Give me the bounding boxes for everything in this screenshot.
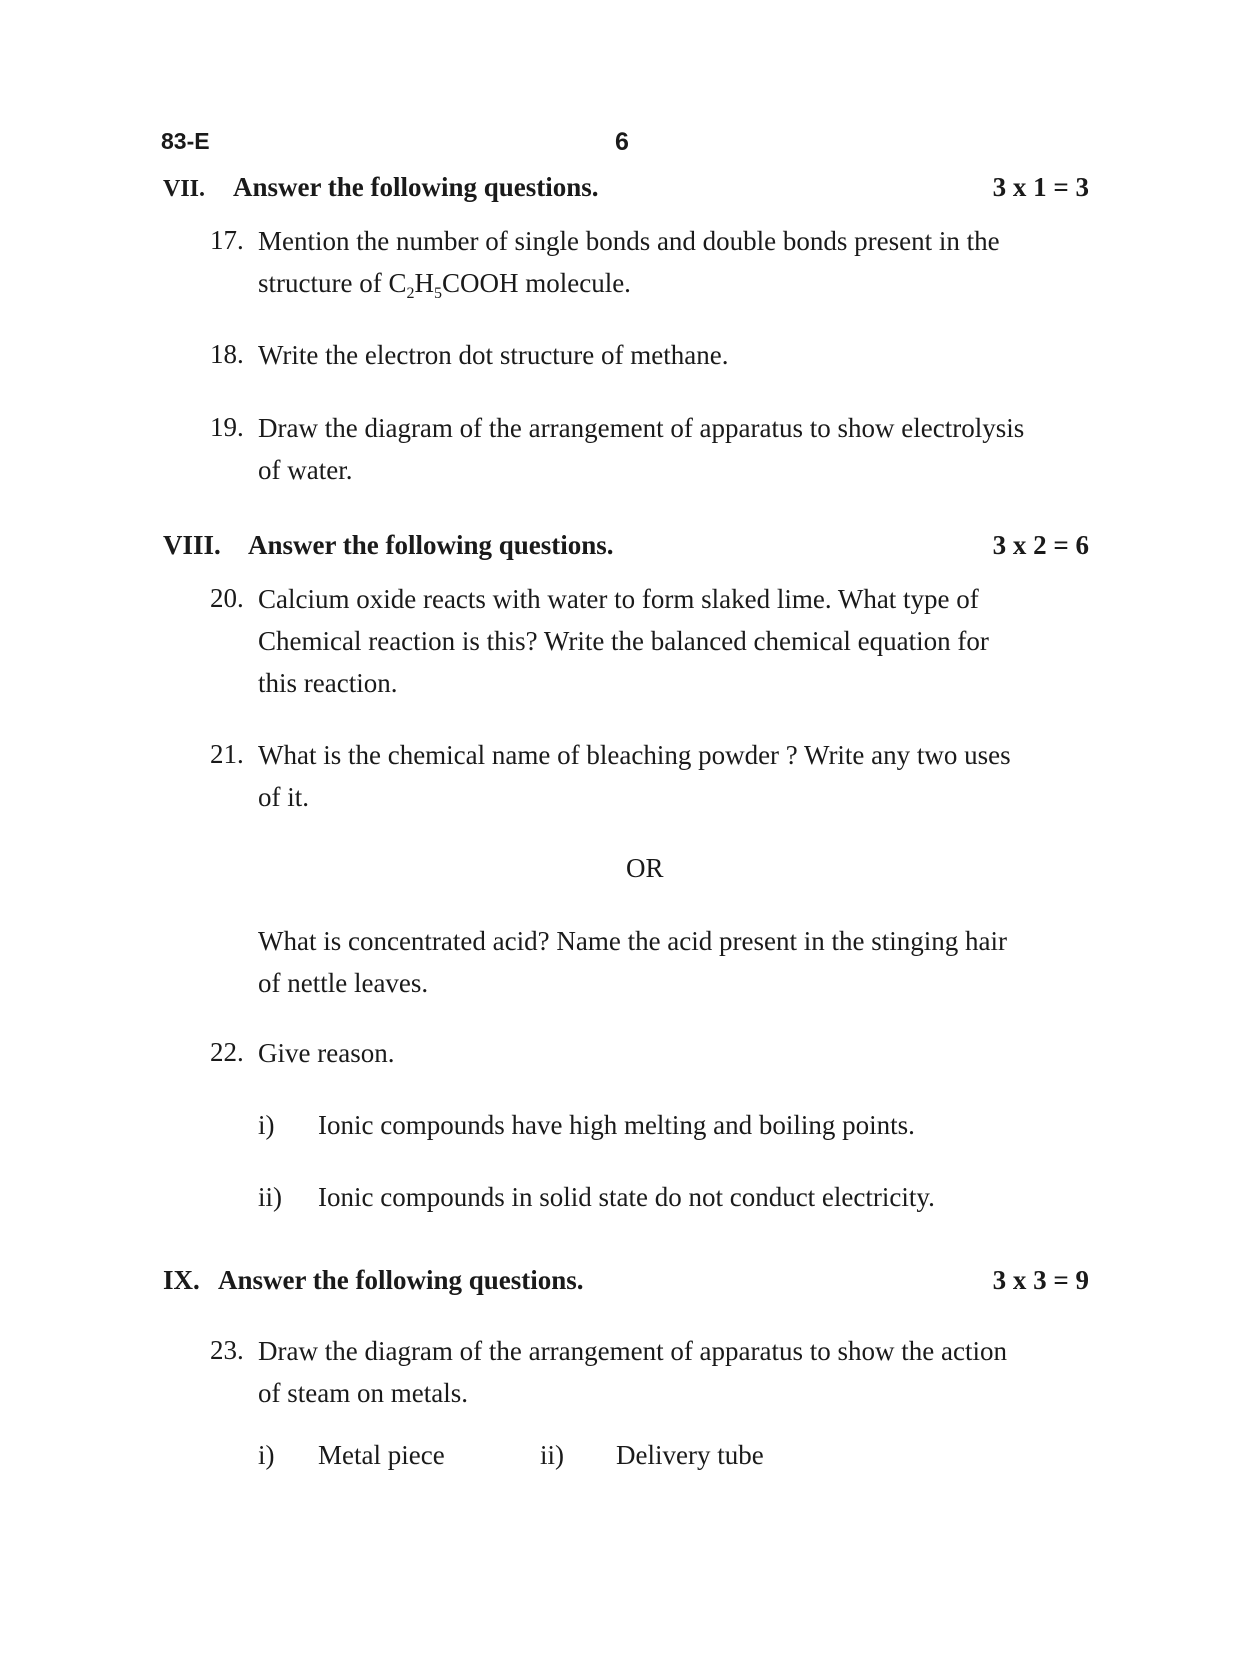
question-17-line2-post: COOH molecule. [441,268,631,298]
question-19-number: 19. [210,412,244,442]
subscript-5: 5 [433,285,442,302]
section-vii-heading [163,172,599,203]
question-17-hydrogen: H [414,268,434,298]
question-20-line3: this reaction. [258,668,398,698]
question-20-text [258,578,1089,704]
question-22-item-text: Ionic compounds in solid state do not conduct electricity. [318,1182,935,1212]
question-23-item-label: i) [258,1440,275,1470]
paper-code: 83-E [161,128,210,154]
question-21-number: 21. [210,739,244,769]
question-21-alt-line2: of nettle leaves. [258,968,429,998]
question-22-number: 22. [210,1037,244,1067]
page-number: 6 [615,128,629,156]
question-23-line2: of steam on metals. [258,1378,468,1408]
question-21-alt-line1: What is concentrated acid? Name the acid present in the stinging hair [258,926,1007,956]
section-ix-marks: 3 x 3 = 9 [992,1265,1089,1295]
section-ix-heading [163,1265,584,1296]
question-23-text [258,1330,1089,1414]
question-17-text [258,220,1089,315]
subscript-2: 2 [406,285,415,302]
question-23-item-text: Metal piece [318,1440,445,1470]
question-17-line2-pre: structure of C [258,268,407,298]
section-viii-heading [163,530,614,561]
question-20-line2: Chemical reaction is this? Write the balanced chemical equation for [258,626,989,656]
section-number: IX. [163,1265,200,1295]
question-23-item-label: ii) [540,1440,564,1470]
question-23-number: 23. [210,1335,244,1365]
question-21-line2: of it. [258,782,309,812]
question-20-number: 20. [210,583,244,613]
question-21-text [258,734,1089,818]
section-title: Answer the following questions. [233,172,599,202]
question-23-item-text: Delivery tube [616,1440,764,1470]
section-title: Answer the following questions. [218,1265,584,1295]
question-18-text: Write the electron dot structure of methane. [258,340,729,370]
question-17-number: 17. [210,225,244,255]
or-separator: OR [626,853,664,883]
question-21-line1: What is the chemical name of bleaching powder ? Write any two uses [258,740,1011,770]
question-21-alternative [258,920,1089,1004]
question-20-line1: Calcium oxide reacts with water to form slaked lime. What type of [258,584,979,614]
question-23-line1: Draw the diagram of the arrangement of apparatus to show the action [258,1336,1007,1366]
section-title: Answer the following questions. [248,530,614,560]
section-number: VIII. [163,530,221,560]
question-19-line1: Draw the diagram of the arrangement of apparatus to show electrolysis [258,413,1025,443]
question-22-item-label: i) [258,1110,275,1140]
question-19-line2: of water. [258,455,353,485]
question-22-text: Give reason. [258,1038,395,1068]
question-18-number: 18. [210,339,244,369]
section-vii-marks: 3 x 1 = 3 [992,172,1089,202]
question-22-item-label: ii) [258,1182,282,1212]
question-19-text [258,407,1089,491]
section-number: VII. [163,176,206,202]
question-17-line1: Mention the number of single bonds and double bonds present in the [258,226,1000,256]
section-viii-marks: 3 x 2 = 6 [992,530,1089,560]
question-22-item-text: Ionic compounds have high melting and boiling points. [318,1110,915,1140]
